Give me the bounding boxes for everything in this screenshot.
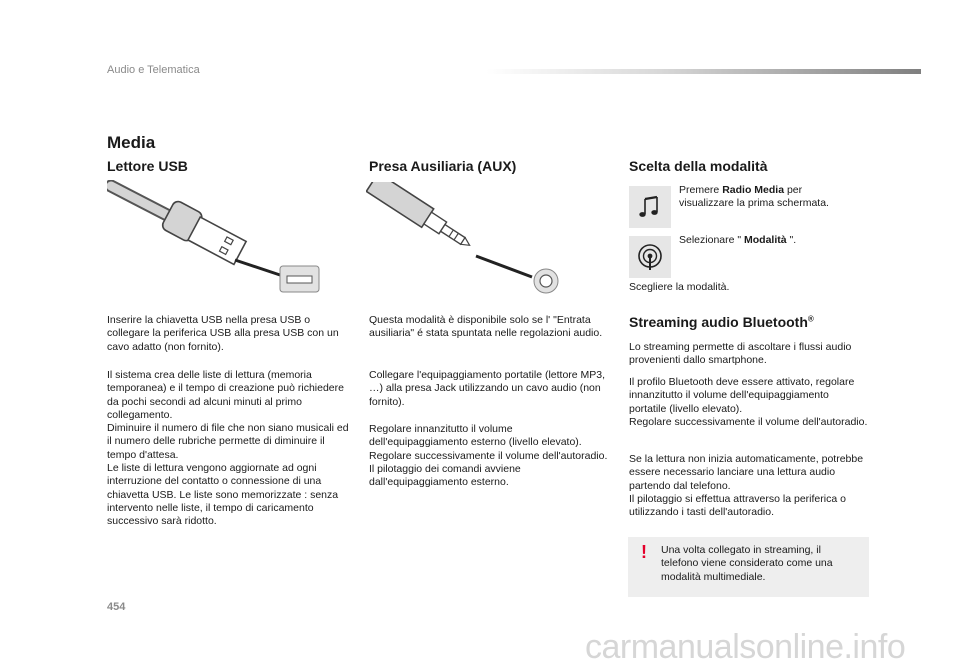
aux-jack-plug-icon [366, 182, 475, 255]
usb-paragraph-2 [107, 369, 350, 529]
page-number: 454 [107, 601, 126, 613]
aux-jack-illustration [366, 182, 566, 297]
usb-heading: Lettore USB [107, 158, 188, 174]
aux-heading: Presa Ausiliaria (AUX) [369, 158, 517, 174]
mode-step-1-post: per visualizzare la prima schermata. [679, 184, 829, 210]
mode-select-icon [629, 236, 671, 278]
section-title: Audio e Telematica [107, 64, 200, 76]
aux-paragraph-3b: Regolare successivamente il volume dell'autoradio. [369, 449, 608, 462]
bluetooth-heading [629, 314, 814, 330]
mode-step-2-pre: Selezionare " [679, 234, 745, 246]
usb-paragraph-1: Inserire la chiavetta USB nella presa USB o collegare la periferica USB alla presa USB con un cavo adatto (non fornito). [107, 314, 339, 353]
aux-paragraph-2: Collegare l'equipaggiamento portatile (lettore MP3, …) alla presa Jack utilizzando un cavo audio (non fornito). [369, 369, 606, 408]
aux-socket-icon [534, 269, 558, 293]
music-note-icon [629, 186, 671, 228]
aux-paragraph-1: Questa modalità è disponibile solo se l' "Entrata ausiliaria" é stata spuntata nelle regolazioni audio. [369, 314, 603, 340]
usb-plug-icon [161, 199, 248, 266]
bluetooth-paragraph-2 [629, 376, 869, 429]
radio-media-label: Radio Media [722, 184, 785, 196]
mode-select-button[interactable] [629, 236, 671, 278]
registered-mark: ® [807, 314, 814, 324]
mode-step-2 [679, 234, 859, 247]
radio-media-button[interactable] [629, 186, 671, 228]
usb-plug-illustration [107, 180, 327, 295]
bluetooth-paragraph-2a: Il profilo Bluetooth deve essere attivato, regolare innanzitutto il volume dell'equipaggiamento portatile (livello elevato). [629, 376, 855, 415]
aux-arrow [476, 256, 532, 277]
aux-paragraph-3 [369, 423, 609, 489]
bluetooth-paragraph-3a: Se la lettura non inizia automaticamente, potrebbe essere necessario lanciare una lettura audio partendo dal telefono. [629, 453, 864, 492]
bluetooth-heading-text: Streaming audio Bluetooth [629, 314, 808, 330]
modalita-label: Modalità [744, 234, 787, 246]
warning-icon: ! [641, 542, 647, 562]
usb-cable [111, 186, 169, 216]
usb-port-icon [280, 266, 319, 292]
bluetooth-paragraph-3 [629, 453, 869, 519]
watermark: carmanualsonline.info [585, 628, 906, 666]
bluetooth-paragraph-1: Lo streaming permette di ascoltare i flussi audio provenienti dallo smartphone. [629, 341, 852, 367]
mode-heading: Scelta della modalità [629, 158, 768, 174]
bluetooth-paragraph-3b: Il pilotaggio si effettua attraverso la periferica o utilizzando i tasti dell'autoradio. [629, 492, 846, 519]
usb-arrow [235, 260, 283, 276]
aux-paragraph-3a: Regolare innanzitutto il volume dell'equipaggiamento esterno (livello elevato). [369, 423, 582, 449]
page-title: Media [107, 133, 156, 152]
aux-paragraph-3c: Il pilotaggio dei comandi avviene dall'equipaggiamento esterno. [369, 462, 521, 489]
usb-paragraph-2a: Il sistema crea delle liste di lettura (memoria temporanea) e il tempo di creazione può richiedere da pochi secondi ad alcuni minuti al primo collegamento. [107, 369, 344, 421]
usb-paragraph-2b: Diminuire il numero di file che non siano musicali ed il numero delle rubriche permette di diminuire il tempo d'attesa. [107, 422, 349, 461]
bluetooth-paragraph-2b: Regolare successivamente il volume dell'autoradio. [629, 415, 868, 428]
mode-step-1-pre: Premere [679, 184, 723, 196]
usb-paragraph-2c: Le liste di lettura vengono aggiornate ad ogni interruzione del contatto o connessione di una chiavetta USB. Le liste sono memorizzate : senza intervento nelle liste, il tempo di caricamento successivo sarà ridotto. [107, 462, 339, 528]
header-rule [486, 69, 921, 74]
mode-step-1 [679, 184, 859, 211]
mode-step-2-post: ". [786, 234, 797, 246]
note-text: Una volta collegato in streaming, il telefono viene considerato come una modalità multimediale. [661, 544, 833, 583]
mode-step-3: Scegliere la modalità. [629, 281, 730, 293]
